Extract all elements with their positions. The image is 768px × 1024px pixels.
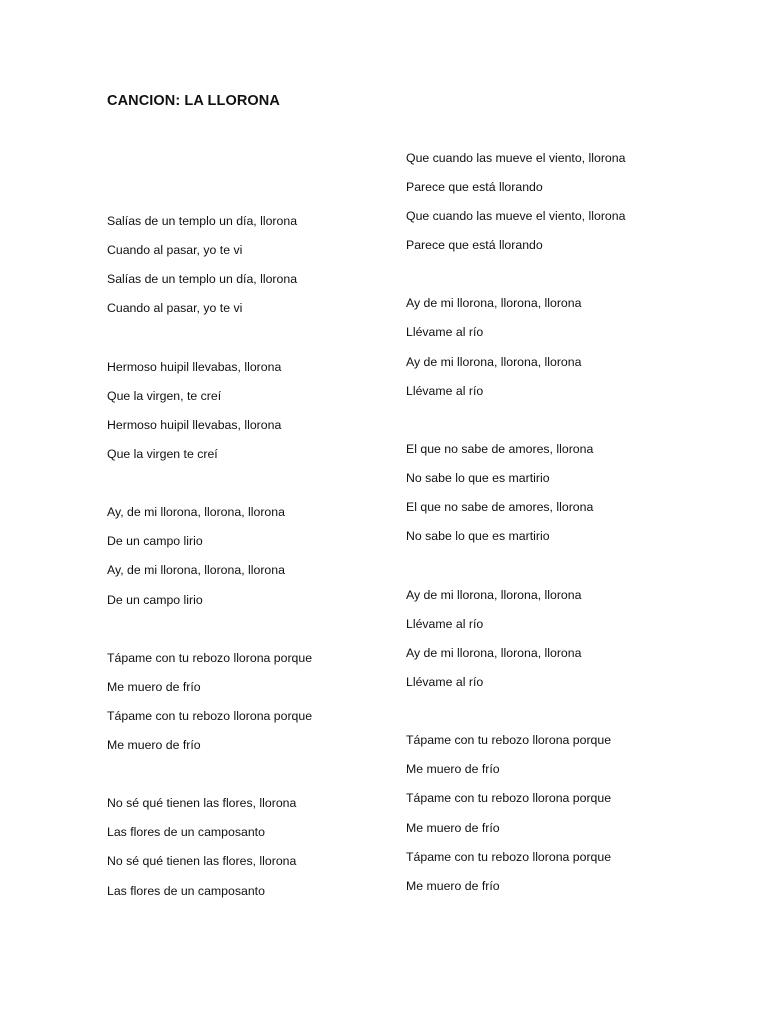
lyric-line: Tápame con tu rebozo llorona porque [406,733,612,747]
lyric-line: Me muero de frío [406,821,500,835]
lyric-line: Tápame con tu rebozo llorona porque [107,709,313,723]
lyric-line: No sabe lo que es martirio [406,529,550,543]
lyric-line: De un campo lirio [107,534,203,548]
lyric-line: Tápame con tu rebozo llorona porque [107,651,313,665]
lyric-line: No sabe lo que es martirio [406,471,550,485]
lyric-line: Las flores de un camposanto [107,825,265,839]
lyric-line: Que la virgen te creí [107,447,218,461]
lyric-line: Parece que está llorando [406,238,543,252]
lyric-line: Ay de mi llorona, llorona, llorona [406,646,582,660]
lyric-line: Salías de un templo un día, llorona [107,214,298,228]
lyric-line: Hermoso huipil llevabas, llorona [107,418,282,432]
lyric-line: Me muero de frío [406,762,500,776]
lyric-line: El que no sabe de amores, llorona [406,500,594,514]
page-title: CANCION: LA LLORONA [107,93,280,109]
lyric-line: Me muero de frío [107,680,201,694]
lyric-line: Tápame con tu rebozo llorona porque [406,850,612,864]
lyric-line: Ay, de mi llorona, llorona, llorona [107,563,285,577]
lyric-line: El que no sabe de amores, llorona [406,442,594,456]
lyric-line: Que cuando las mueve el viento, llorona [406,209,626,223]
lyric-line: Llévame al río [406,384,484,398]
lyric-line: No sé qué tienen las flores, llorona [107,854,297,868]
lyric-line: Llévame al río [406,325,484,339]
lyric-line: Tápame con tu rebozo llorona porque [406,791,612,805]
lyric-line: Llévame al río [406,675,484,689]
lyric-line: Las flores de un camposanto [107,884,265,898]
lyric-line: Ay, de mi llorona, llorona, llorona [107,505,285,519]
lyric-line: Ay de mi llorona, llorona, llorona [406,588,582,602]
lyric-line: Me muero de frío [107,738,201,752]
lyric-line: No sé qué tienen las flores, llorona [107,796,297,810]
lyric-line: Cuando al pasar, yo te vi [107,243,243,257]
lyric-line: Ay de mi llorona, llorona, llorona [406,296,582,310]
lyric-line: Parece que está llorando [406,180,543,194]
lyric-line: Llévame al río [406,617,484,631]
lyric-line: Que la virgen, te creí [107,389,222,403]
lyric-line: Cuando al pasar, yo te vi [107,301,243,315]
lyric-line: Hermoso huipil llevabas, llorona [107,360,282,374]
lyric-line: Ay de mi llorona, llorona, llorona [406,355,582,369]
lyric-line: Salías de un templo un día, llorona [107,272,298,286]
lyric-line: De un campo lirio [107,593,203,607]
lyric-line: Me muero de frío [406,879,500,893]
lyric-line: Que cuando las mueve el viento, llorona [406,151,626,165]
